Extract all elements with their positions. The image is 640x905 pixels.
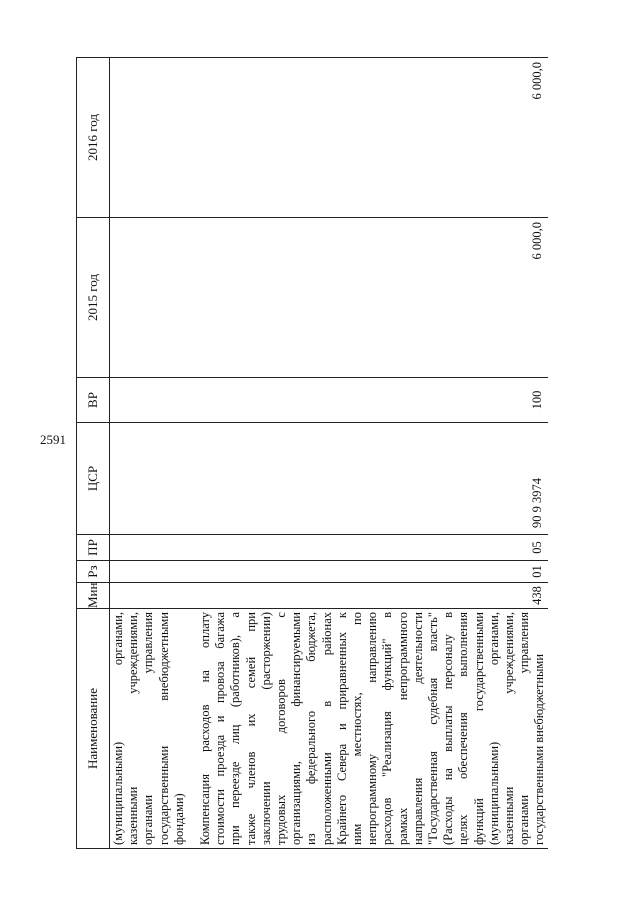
cell-rz xyxy=(110,561,198,583)
name-line: органами управления xyxy=(517,612,532,845)
name-line: (Расходы на выплаты персоналу в xyxy=(441,612,456,845)
name-line: Компенсация расходов на оплату xyxy=(198,612,213,845)
header-vr: ВР xyxy=(77,378,110,423)
header-2015: 2015 год xyxy=(77,218,110,378)
name-line: казенными учреждениями, xyxy=(502,612,517,845)
cell-name xyxy=(197,609,548,849)
name-line: организациями, финансируемыми xyxy=(289,612,304,845)
name-line: государственными внебюджетными xyxy=(156,612,171,845)
name-line: "Государственная судебная власть" xyxy=(426,612,441,845)
name-line: казенными учреждениями, xyxy=(126,612,141,845)
cell-pr xyxy=(110,535,198,561)
table-row xyxy=(110,58,198,849)
header-2016: 2016 год xyxy=(77,58,110,218)
cell-rz: 01 xyxy=(197,561,548,583)
cell-vr: 100 xyxy=(197,378,548,423)
table-header-row xyxy=(77,58,110,849)
name-line: направления деятельности xyxy=(410,612,425,845)
name-line: фондами) xyxy=(171,793,186,845)
cell-pr: 05 xyxy=(197,535,548,561)
table-row xyxy=(197,58,548,849)
header-rz: Рз xyxy=(77,561,110,583)
cell-min xyxy=(110,583,198,609)
name-line: заключении (расторжении) xyxy=(258,612,273,845)
name-line: также членов их семей при xyxy=(243,612,258,845)
name-line: органами управления xyxy=(141,612,156,845)
cell-vr xyxy=(110,378,198,423)
name-line: непрограммному направлению xyxy=(365,612,380,845)
rotated-page-content xyxy=(76,58,611,849)
cell-min: 438 xyxy=(197,583,548,609)
name-line: государственными внебюджетными xyxy=(532,653,547,845)
header-csr: ЦСР xyxy=(77,423,110,535)
name-line: из федерального бюджета, xyxy=(304,612,319,845)
page-number: 2591 xyxy=(40,432,66,447)
name-line: (муниципальными) органами, xyxy=(111,612,125,845)
header-min: Мин xyxy=(77,583,110,609)
name-line: ним местностях, по xyxy=(350,612,365,845)
cell-csr xyxy=(110,423,198,535)
name-line: функций государственными xyxy=(471,612,486,845)
name-line: расходов "Реализация функций" в xyxy=(380,612,395,845)
name-line: рамках непрограммного xyxy=(395,612,410,845)
header-pr: ПР xyxy=(77,535,110,561)
name-line: целях обеспечения выполнения xyxy=(456,612,471,845)
cell-name xyxy=(110,609,198,849)
budget-table xyxy=(76,57,548,849)
name-line: стоимости проезда и провоза багажа xyxy=(213,612,228,845)
cell-2016: 6 000,0 xyxy=(197,58,548,218)
name-line: расположенными в районах xyxy=(319,612,334,845)
cell-csr: 90 9 3974 xyxy=(197,423,548,535)
name-line: при переезде лиц (работников), а xyxy=(228,612,243,845)
cell-2015 xyxy=(110,218,198,378)
name-line: трудовых договоров с xyxy=(274,612,289,845)
name-line: (муниципальными) органами, xyxy=(486,612,501,845)
cell-2015: 6 000,0 xyxy=(197,218,548,378)
header-name: Наименование xyxy=(77,609,110,849)
name-line: Крайнего Севера и приравненных к xyxy=(334,612,349,845)
cell-2016 xyxy=(110,58,198,218)
